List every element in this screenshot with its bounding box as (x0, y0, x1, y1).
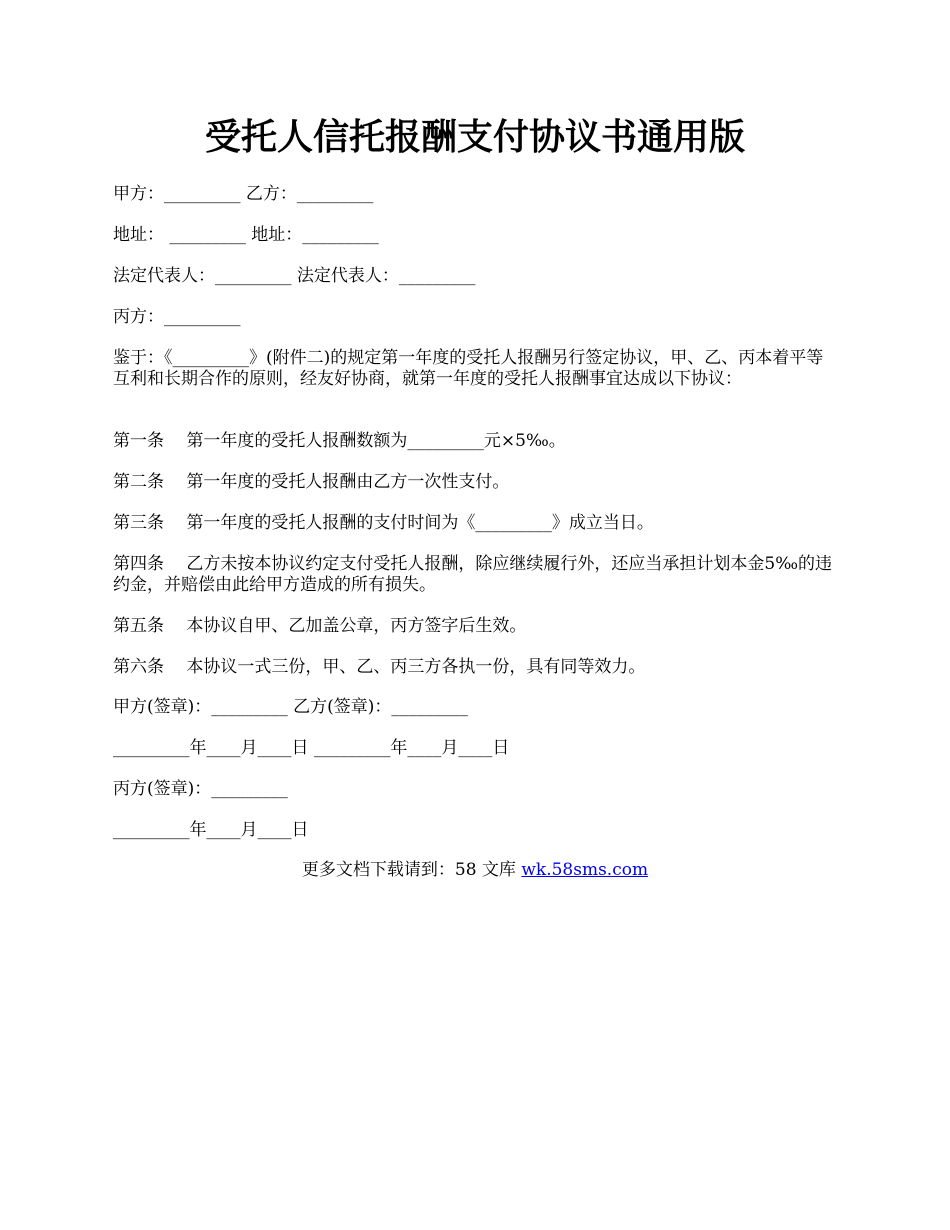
article-4: 第四条 乙方未按本协议约定支付受托人报酬，除应继续履行外，还应当承担计划本金5‰的违约金，并赔偿由此给甲方造成的所有损失。 (113, 554, 833, 595)
article-6: 第六条 本协议一式三份，甲、乙、丙三方各执一份，具有同等效力。 (113, 657, 646, 677)
party-a-b-line: 甲方：_________ 乙方：_________ (113, 184, 374, 204)
document-title: 受托人信托报酬支付协议书通用版 (204, 116, 745, 158)
signature-a-b-line: 甲方(签章)：_________ 乙方(签章)：_________ (113, 697, 468, 717)
signature-date-c-line: _________年____月____日 (113, 820, 309, 840)
legal-representative-line: 法定代表人：_________ 法定代表人：_________ (113, 266, 476, 286)
signature-c-line: 丙方(签章)：_________ (113, 779, 288, 799)
footer-link[interactable]: wk.58sms.com (521, 860, 649, 880)
preamble-paragraph: 鉴于：《_________》(附件二)的规定第一年度的受托人报酬另行签定协议，甲、乙、丙本着平等互利和长期合作的原则，经友好协商，就第一年度的受托人报酬事宜达成以下协议： (113, 348, 824, 389)
article-1: 第一条 第一年度的受托人报酬数额为_________元×5‰。 (113, 431, 566, 451)
article-5: 第五条 本协议自甲、乙加盖公章，丙方签字后生效。 (113, 616, 527, 636)
footer-text: 更多文档下载请到：58 文库 (301, 860, 522, 880)
article-3: 第三条 第一年度的受托人报酬的支付时间为《_________》成立当日。 (113, 513, 654, 533)
article-2: 第二条 第一年度的受托人报酬由乙方一次性支付。 (113, 472, 510, 492)
download-footer (0, 860, 950, 881)
address-line: 地址： _________ 地址：_________ (113, 225, 379, 245)
party-c-line: 丙方：_________ (113, 307, 241, 327)
signature-date-a-b-line: _________年____月____日 _________年____月____日 (113, 738, 510, 758)
